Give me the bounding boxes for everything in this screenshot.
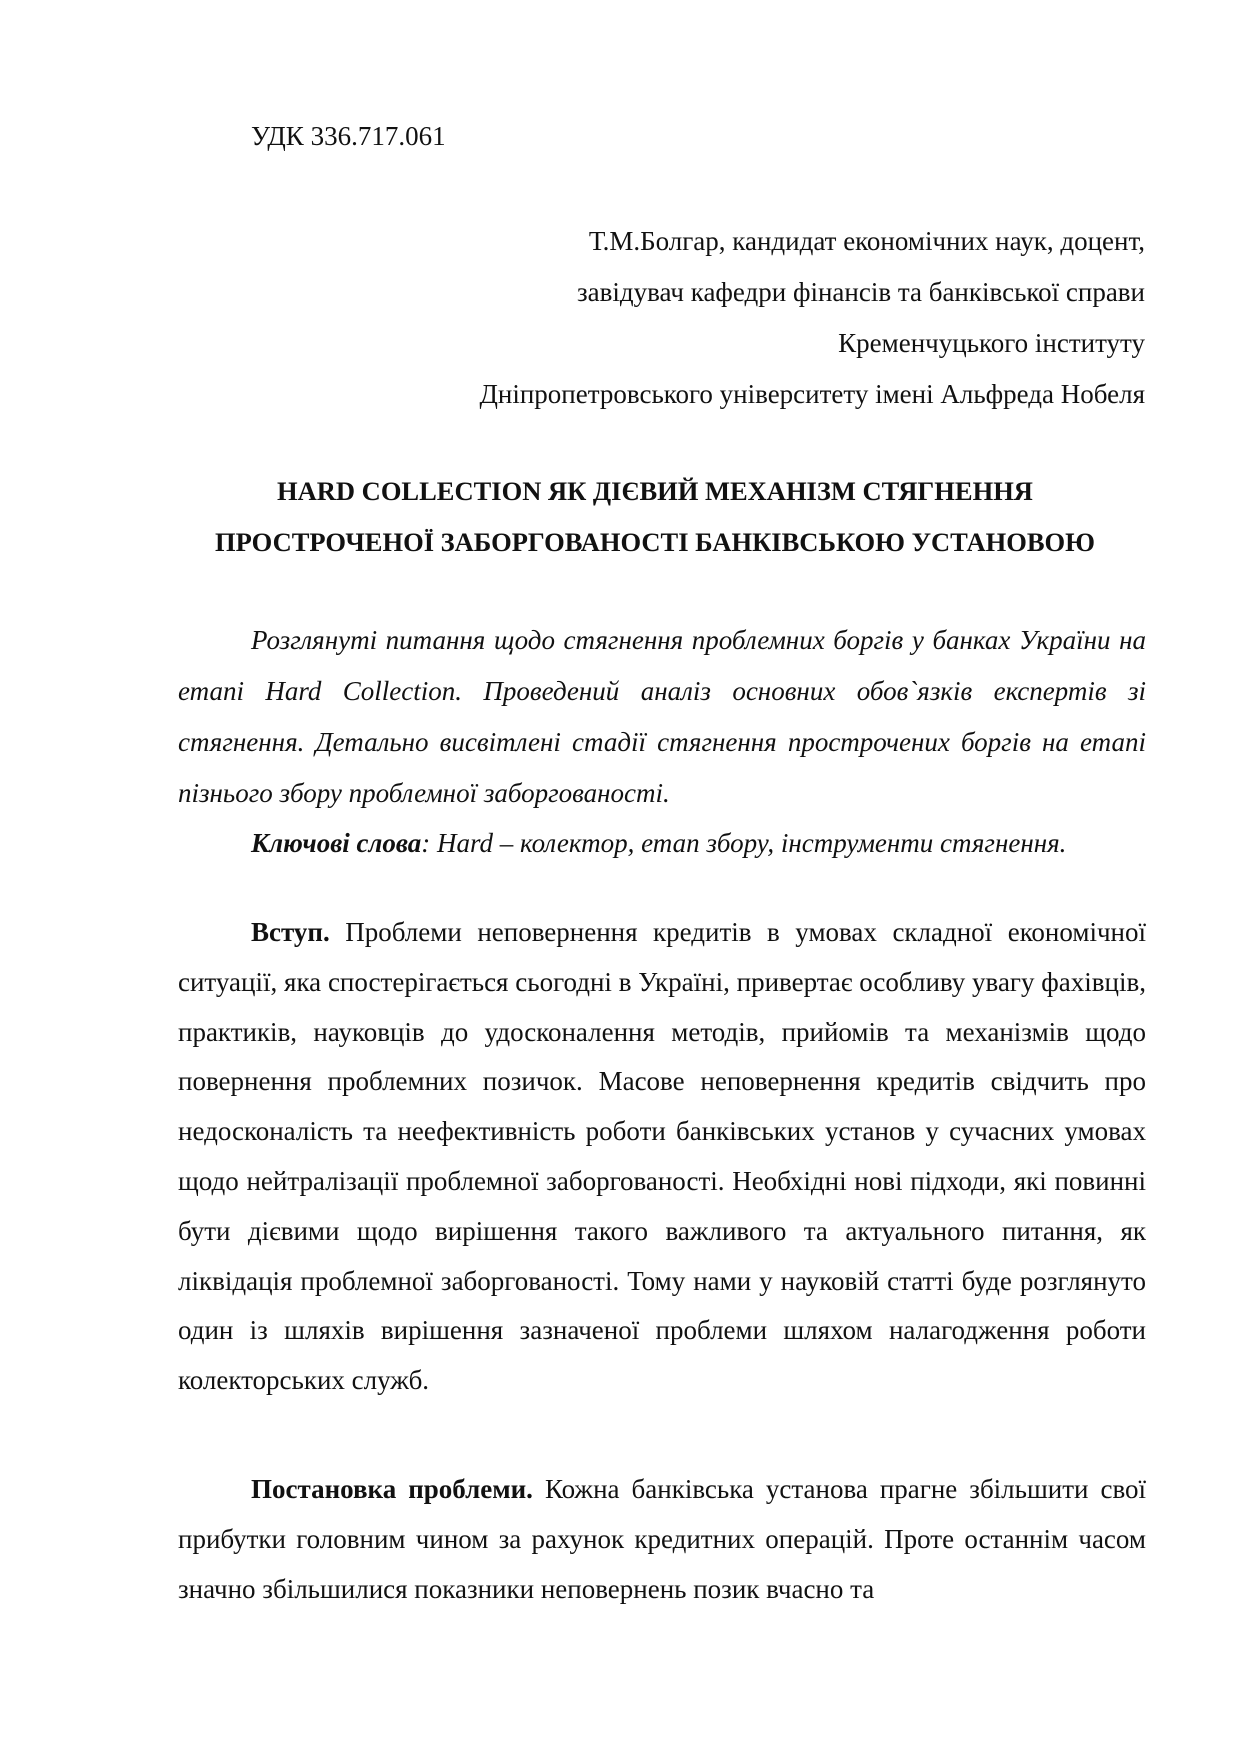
- title-line: ПРОСТРОЧЕНОЇ ЗАБОРГОВАНОСТІ БАНКІВСЬКОЮ УСТАНОВОЮ: [214, 527, 1096, 557]
- udc-code: УДК 336.717.061: [251, 121, 446, 151]
- problem-text: Кожна банківська установа прагне збільшити свої прибутки головним чином за рахунок кредитних операцій. Проте останнім часом значно збільшилися показники неповернень позик вчасно та: [178, 1474, 1147, 1604]
- keywords-text: : Hard – колектор, етап збору, інструменти стягнення.: [421, 828, 1067, 858]
- article-title: [160, 466, 1150, 568]
- author-block: [245, 216, 1145, 420]
- problem-heading: Постановка проблеми.: [251, 1474, 533, 1504]
- problem-paragraph: [178, 1465, 1146, 1614]
- author-line: завідувач кафедри фінансів та банківської справи: [576, 277, 1145, 307]
- keywords-label: Ключові слова: [251, 828, 422, 858]
- intro-paragraph: [178, 908, 1146, 1406]
- author-line: Дніпропетровського університету імені Альфреда Нобеля: [479, 379, 1145, 409]
- title-line: HARD COLLECTION ЯК ДІЄВИЙ МЕХАНІЗМ СТЯГНЕННЯ: [277, 476, 1033, 506]
- abstract: Розглянуті питання щодо стягнення проблемних боргів у банках України на етапі Hard Collection. Проведений аналіз основних обов`язків експертів зі стягнення. Детально висвітлені стадії стягнення прострочених боргів на етапі пізнього збору проблемної заборгованості.: [178, 625, 1146, 808]
- intro-heading: Вступ.: [251, 917, 330, 947]
- author-line: Т.М.Болгар, кандидат економічних наук, доцент,: [588, 226, 1145, 256]
- author-line: Кременчуцького інституту: [838, 328, 1145, 358]
- keywords: [178, 818, 1146, 869]
- intro-text: Проблеми неповернення кредитів в умовах складної економічної ситуації, яка спостерігається сьогодні в Україні, привертає особливу увагу фахівців, практиків, науковців до удосконалення методів, прийомів та механізмів щодо повернення проблемних позичок. Масове неповернення кредитів свідчить про недосконалість та неефективність роботи банківських установ у сучасних умовах щодо нейтралізації проблемної заборгованості. Необхідні нові підходи, які повинні бути дієвими щодо вирішення такого важливого та актуального питання, як ліквідація проблемної заборгованості. Тому нами у науковій статті буде розглянуто один із шляхів вирішення зазначеної проблеми шляхом налагодження роботи колекторських служб.: [178, 917, 1146, 1396]
